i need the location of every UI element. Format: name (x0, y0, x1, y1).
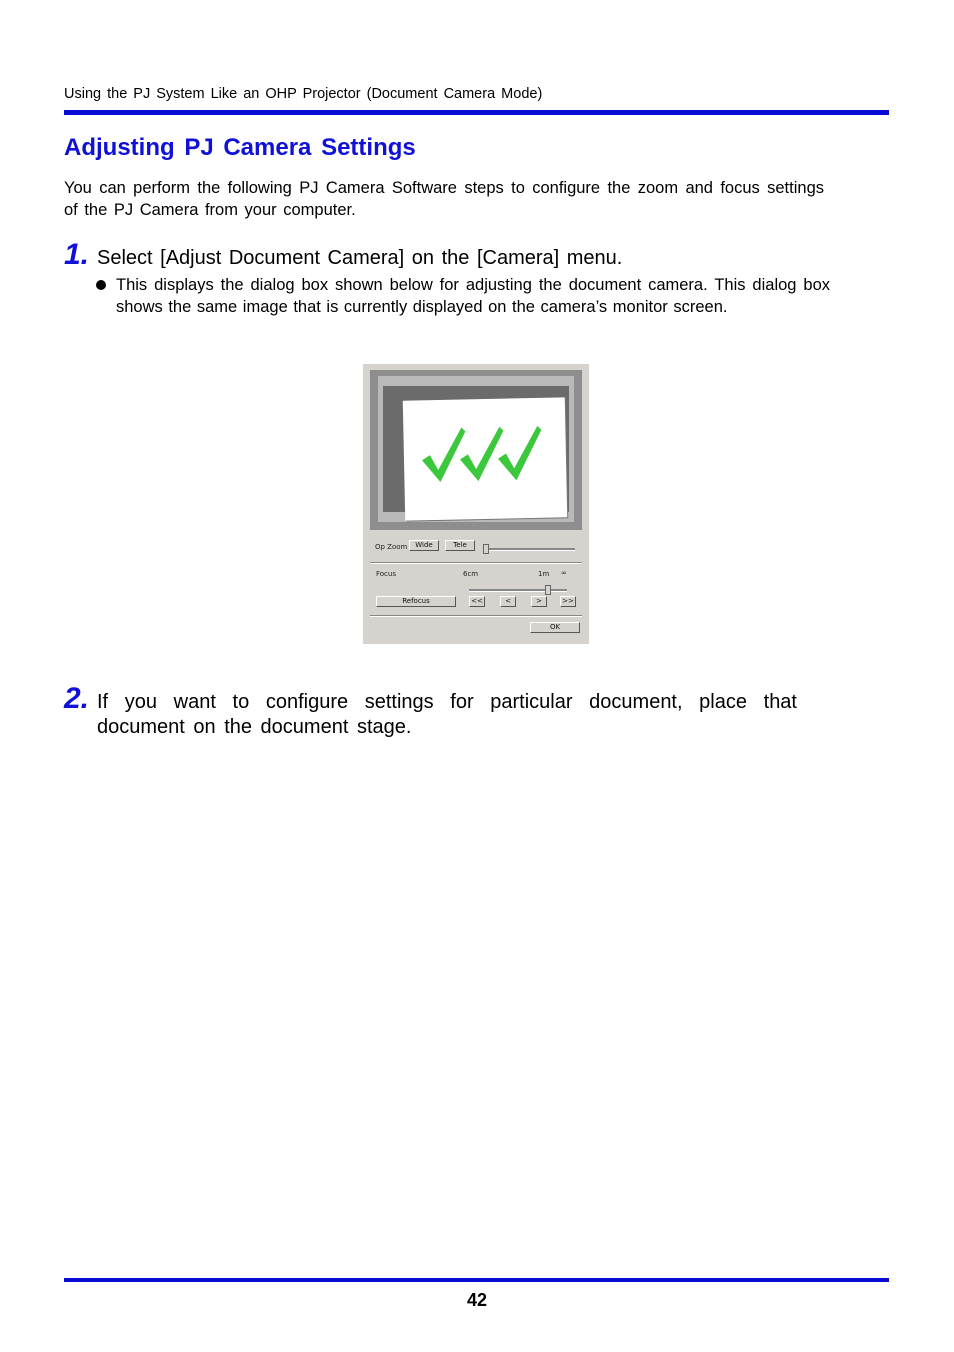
zoom-label: Op Zoom (375, 543, 408, 551)
ok-button[interactable]: OK (530, 622, 580, 633)
camera-preview (370, 370, 582, 530)
step-1-text: Select [Adjust Document Camera] on the [Camera] menu. (97, 247, 623, 269)
focus-far-forward-button[interactable]: >> (560, 596, 576, 607)
step-1-number: 1. (64, 238, 90, 271)
section-title: Adjusting PJ Camera Settings (64, 134, 416, 161)
adjust-camera-dialog-screenshot (363, 364, 589, 644)
focus-label: Focus (376, 570, 396, 578)
step-2-text: If you want to configure settings for particular document, place that document on the document stage. (97, 691, 797, 738)
zoom-slider-thumb[interactable] (483, 544, 489, 554)
running-header: Using the PJ System Like an OHP Projector (Document Camera Mode) (64, 86, 543, 102)
focus-forward-button[interactable]: > (531, 596, 547, 607)
focus-far-back-button[interactable]: << (469, 596, 485, 607)
page-number: 42 (466, 1290, 488, 1310)
wide-button[interactable]: Wide (409, 540, 439, 551)
focus-near-label: 6cm (463, 570, 479, 578)
zoom-slider-track[interactable] (483, 548, 575, 551)
focus-mid-label: 1m (538, 570, 550, 578)
focus-slider-track[interactable] (469, 589, 567, 592)
focus-slider-thumb[interactable] (545, 585, 551, 595)
footer-rule (64, 1278, 889, 1282)
focus-far-label: ∞ (561, 569, 567, 577)
camera-stage (378, 376, 574, 522)
focus-back-button[interactable]: < (500, 596, 516, 607)
step-1-bullet: This displays the dialog box shown below for adjusting the document camera. This dialog box shows the same image that is currently displayed on the camera’s monitor screen. (116, 276, 830, 316)
intro-paragraph: You can perform the following PJ Camera Software steps to configure the zoom and focus settings of the PJ Camera from your computer. (64, 179, 824, 219)
divider (370, 615, 582, 617)
header-rule (64, 110, 889, 115)
document-sheet (403, 397, 567, 520)
checkmarks-icon (403, 397, 567, 520)
divider (370, 562, 582, 564)
tele-button[interactable]: Tele (445, 540, 475, 551)
refocus-button[interactable]: Refocus (376, 596, 456, 607)
bullet-icon (96, 280, 106, 290)
step-2-number: 2. (64, 682, 90, 715)
